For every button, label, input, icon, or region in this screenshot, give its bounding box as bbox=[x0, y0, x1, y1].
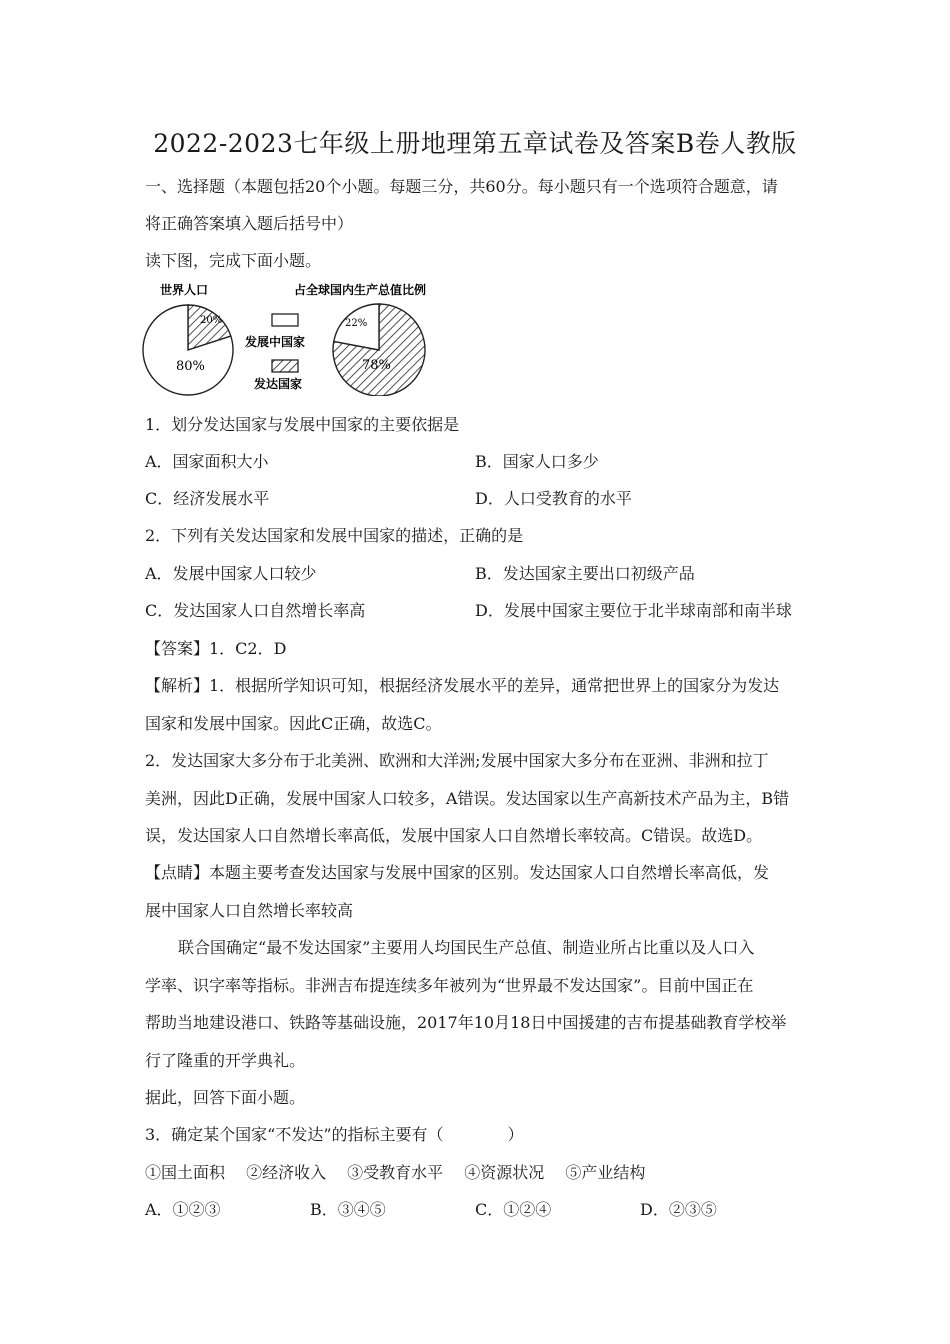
pie-charts-svg bbox=[142, 280, 472, 396]
page-title: 2022-2023七年级上册地理第五章试卷及答案B卷人教版 bbox=[153, 129, 797, 158]
passage-line3: 帮助当地建设港口、铁路等基础设施，2017年10月18日中国援建的吉布提基础教育学校举 bbox=[145, 1013, 787, 1032]
analysis-line4: 美洲，因此D正确，发展中国家人口较多，A错误。发达国家以生产高新技术产品为主，B错 bbox=[145, 789, 790, 808]
legend-swatch-developing bbox=[272, 314, 298, 326]
analysis-line1: 【解析】1．根据所学知识可知，根据经济发展水平的差异，通常把世界上的国家分为发达 bbox=[145, 676, 780, 695]
passage-line4: 行了隆重的开学典礼。 bbox=[145, 1051, 306, 1070]
section-heading-line2: 将正确答案填入题后括号中） bbox=[145, 214, 354, 233]
q2-option-c: C．发达国家人口自然增长率高 bbox=[145, 601, 366, 620]
q3-option-b: B．③④⑤ bbox=[310, 1200, 386, 1219]
passage-line2: 学率、识字率等指标。非洲吉布提连续多年被列为“世界最不发达国家”。目前中国正在 bbox=[145, 976, 754, 995]
analysis-line2: 国家和发展中国家。因此C正确，故选C。 bbox=[145, 714, 442, 733]
analysis-line3: 2．发达国家大多分布于北美洲、欧洲和大洋洲;发展中国家大多分布在亚洲、非洲和拉丁 bbox=[145, 751, 769, 770]
intro-text-2: 据此，回答下面小题。 bbox=[145, 1088, 306, 1107]
pie-chart-figure bbox=[142, 280, 472, 396]
q1-option-d: D．人口受教育的水平 bbox=[475, 489, 632, 508]
comment-line1: 【点睛】本题主要考查发达国家与发展中国家的区别。发达国家人口自然增长率高低，发 bbox=[145, 863, 770, 882]
left-pie-large-label: 80% bbox=[176, 359, 205, 374]
q1-stem: 1．划分发达国家与发展中国家的主要依据是 bbox=[145, 415, 460, 434]
legend-swatch-developed bbox=[272, 360, 298, 372]
right-pie-small-label: 22% bbox=[345, 318, 368, 329]
q3-option-d: D．②③⑤ bbox=[640, 1200, 717, 1219]
analysis-line5: 误，发达国家人口自然增长率高低，发展中国家人口自然增长率较高。C错误。故选D。 bbox=[145, 826, 763, 845]
left-pie-title: 世界人口 bbox=[160, 283, 209, 297]
section-heading-line1: 一、选择题（本题包括20个小题。每题三分，共60分。每小题只有一个选项符合题意，请 bbox=[145, 177, 778, 196]
q2-option-d: D．发展中国家主要位于北半球南部和南半球 bbox=[475, 601, 792, 620]
q2-option-b: B．发达国家主要出口初级产品 bbox=[475, 564, 695, 583]
right-pie-large-label: 78% bbox=[362, 358, 391, 373]
q3-option-a: A．①②③ bbox=[145, 1200, 221, 1219]
right-pie-title: 占全球国内生产总值比例 bbox=[294, 283, 427, 297]
comment-line2: 展中国家人口自然增长率较高 bbox=[145, 901, 354, 920]
q2-option-a: A．发展中国家人口较少 bbox=[145, 564, 317, 583]
legend-label-developing: 发展中国家 bbox=[245, 335, 306, 349]
q3-stem: 3．确定某个国家“不发达”的指标主要有（ ） bbox=[145, 1125, 524, 1144]
q3-option-c: C．①②④ bbox=[475, 1200, 552, 1219]
passage-line1: 联合国确定“最不发达国家”主要用人均国民生产总值、制造业所占比重以及人口入 bbox=[178, 938, 755, 957]
q1-option-a: A．国家面积大小 bbox=[145, 452, 269, 471]
answer-line: 【答案】1．C2．D bbox=[145, 639, 287, 658]
q1-option-b: B．国家人口多少 bbox=[475, 452, 599, 471]
legend-label-developed: 发达国家 bbox=[254, 377, 303, 391]
q1-option-c: C．经济发展水平 bbox=[145, 489, 270, 508]
q2-stem: 2．下列有关发达国家和发展中国家的描述，正确的是 bbox=[145, 526, 524, 545]
q3-items: ①国土面积 ②经济收入 ③受教育水平 ④资源状况 ⑤产业结构 bbox=[145, 1163, 646, 1182]
left-pie-small-label: 20% bbox=[200, 315, 223, 326]
intro-text: 读下图，完成下面小题。 bbox=[145, 251, 322, 270]
